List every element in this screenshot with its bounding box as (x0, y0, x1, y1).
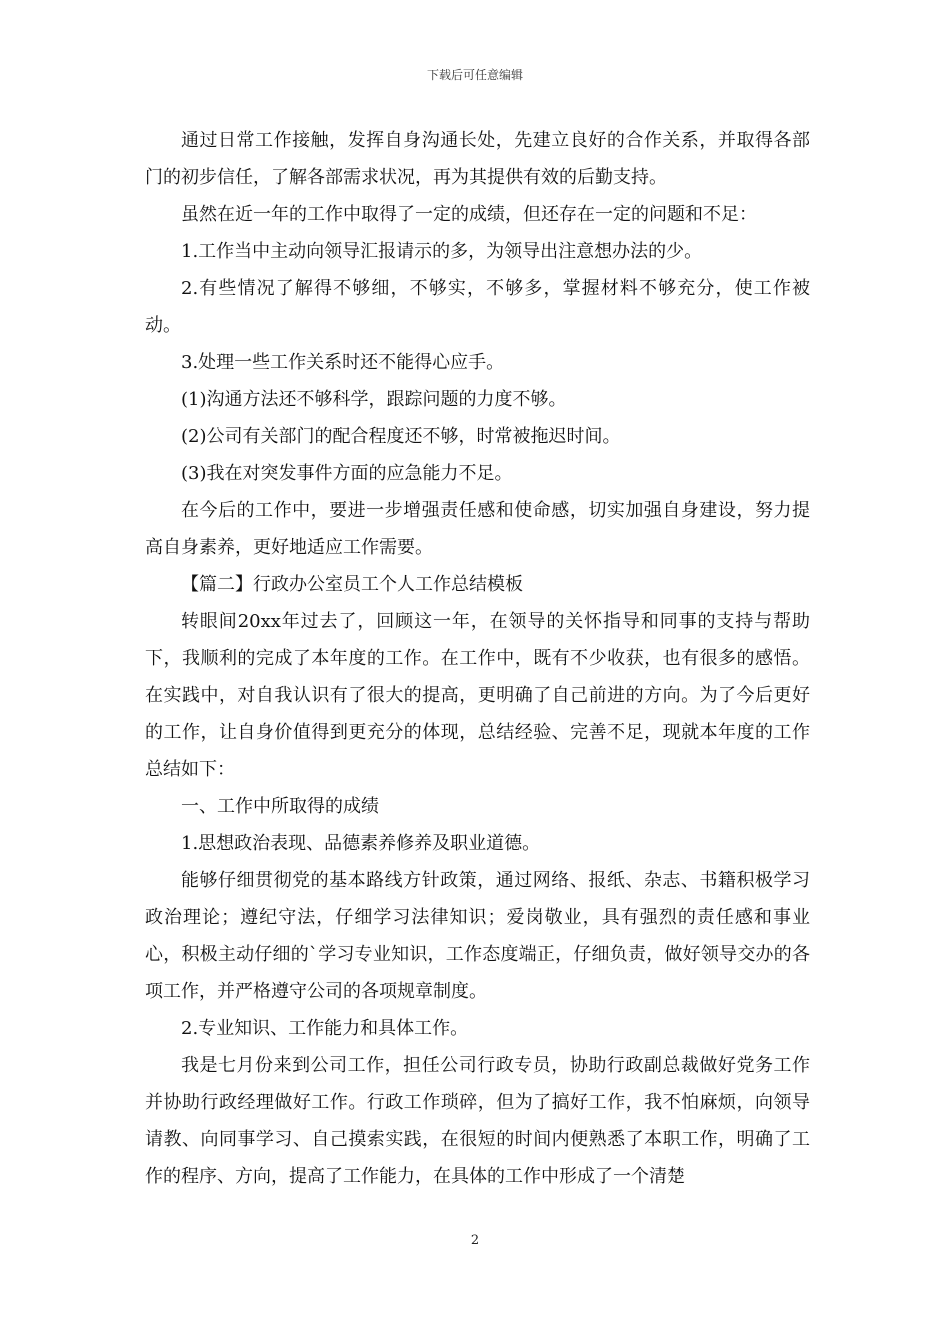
section-heading: 【篇二】行政办公室员工个人工作总结模板 (181, 574, 523, 595)
list-item: 2.有些情况了解得不够细，不够实，不够多，掌握材料不够充分，使工作被动。 (145, 278, 810, 336)
subsection-heading: 一、工作中所取得的成绩 (181, 796, 379, 817)
paragraph: 能够仔细贯彻党的基本路线方针政策，通过网络、报纸、杂志、书籍积极学习政治理论；遵纪守法，仔细学习法律知识；爱岗敬业，具有强烈的责任感和事业心，积极主动仔细的`学习专业知识，工作态度端正，仔细负责，做好领导交办的各项工作，并严格遵守公司的各项规章制度。 (145, 870, 810, 1002)
page-number: 2 (470, 1233, 480, 1248)
header-note: 下载后可任意编辑 (426, 68, 523, 82)
list-item: 1.工作当中主动向领导汇报请示的多，为领导出注意想办法的少。 (181, 241, 703, 262)
paragraph: 我是七月份来到公司工作，担任公司行政专员，协助行政副总裁做好党务工作并协助行政经理做好工作。行政工作琐碎，但为了搞好工作，我不怕麻烦，向领导请教、向同事学习、自己摸索实践，在很短的时间内便熟悉了本职工作，明确了工作的程序、方向，提高了工作能力，在具体的工作中形成了一个清楚 (145, 1055, 810, 1187)
paragraph: 转眼间20xx年过去了，回顾这一年，在领导的关怀指导和同事的支持与帮助下，我顺利的完成了本年度的工作。在工作中，既有不少收获，也有很多的感悟。在实践中，对自我认识有了很大的提高，更明确了自己前进的方向。为了今后更好的工作，让自身价值得到更充分的体现，总结经验、完善不足，现就本年度的工作总结如下： (145, 611, 810, 780)
document-body (145, 122, 810, 1195)
sub-list-item: (2)公司有关部门的配合程度还不够，时常被拖迟时间。 (181, 426, 621, 447)
sub-list-item: (1)沟通方法还不够科学，跟踪问题的力度不够。 (181, 389, 567, 410)
list-item: 3.处理一些工作关系时还不能得心应手。 (181, 352, 505, 373)
list-item: 2.专业知识、工作能力和具体工作。 (181, 1018, 469, 1039)
sub-list-item: (3)我在对突发事件方面的应急能力不足。 (181, 463, 513, 484)
paragraph: 通过日常工作接触，发挥自身沟通长处，先建立良好的合作关系，并取得各部门的初步信任，了解各部需求状况，再为其提供有效的后勤支持。 (145, 130, 810, 188)
paragraph: 虽然在近一年的工作中取得了一定的成绩，但还存在一定的问题和不足： (181, 204, 757, 225)
list-item: 1.思想政治表现、品德素养修养及职业道德。 (181, 833, 541, 854)
paragraph: 在今后的工作中，要进一步增强责任感和使命感，切实加强自身建设，努力提高自身素养，更好地适应工作需要。 (145, 500, 810, 558)
